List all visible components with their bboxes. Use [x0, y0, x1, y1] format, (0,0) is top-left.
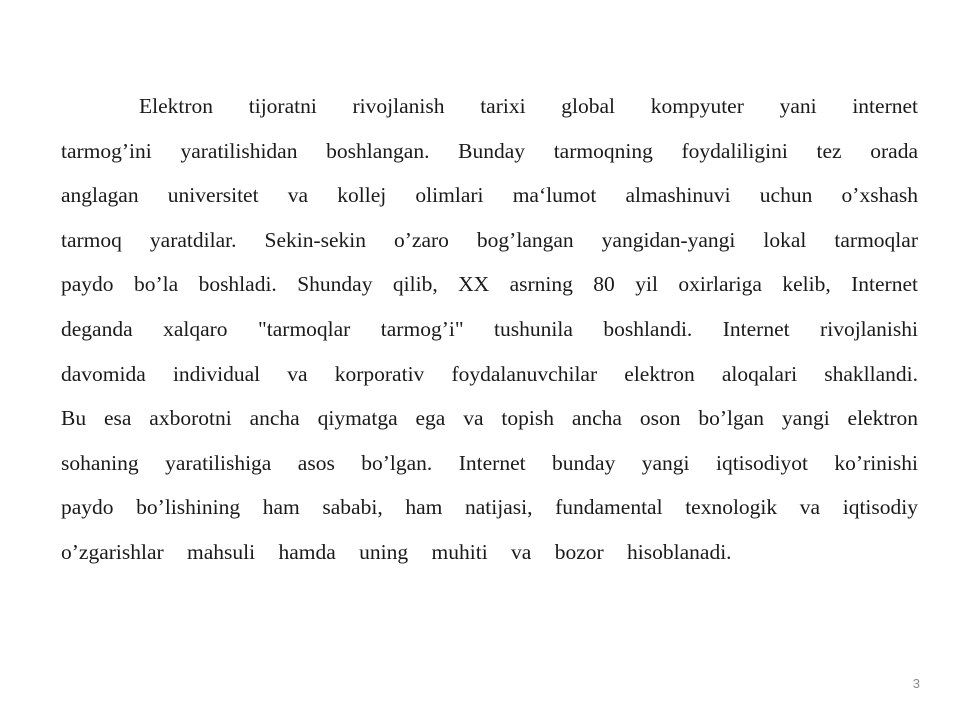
paragraph-line: Bu esa axborotni ancha qiymatga ega va topish ancha oson bo’lgan yangi elektron: [61, 406, 918, 431]
page-number: 3: [912, 676, 920, 691]
paragraph-line: tarmog’ini yaratilishidan boshlangan. Bunday tarmoqning foydaliligini tez orada: [61, 138, 918, 163]
paragraph-line: davomida individual va korporativ foydalanuvchilar elektron aloqalari shakllandi.: [61, 361, 918, 386]
paragraph-line: paydo bo’lishining ham sababi, ham natijasi, fundamental texnologik va iqtisodiy: [61, 495, 918, 520]
paragraph-line: Elektron tijoratni rivojlanish tarixi global kompyuter yani internet: [139, 94, 918, 118]
paragraph-line: paydo bo’la boshladi. Shunday qilib, XX asrning 80 yil oxirlariga kelib, Internet: [61, 272, 918, 297]
paragraph-line: deganda xalqaro "tarmoqlar tarmog’i" tushunila boshlandi. Internet rivojlanishi: [61, 316, 918, 341]
paragraph-line: tarmoq yaratdilar. Sekin-sekin o’zaro bog’langan yangidan-yangi lokal tarmoqlar: [61, 227, 918, 252]
paragraph-line: o’zgarishlar mahsuli hamda uning muhiti va bozor hisoblanadi.: [61, 539, 732, 564]
paragraph-line: sohaning yaratilishiga asos bo’lgan. Internet bunday yangi iqtisodiyot ko’rinishi: [61, 450, 918, 475]
paragraph-line: anglagan universitet va kollej olimlari ma‘lumot almashinuvi uchun o’xshash: [61, 183, 918, 208]
body-paragraph: [61, 84, 918, 575]
